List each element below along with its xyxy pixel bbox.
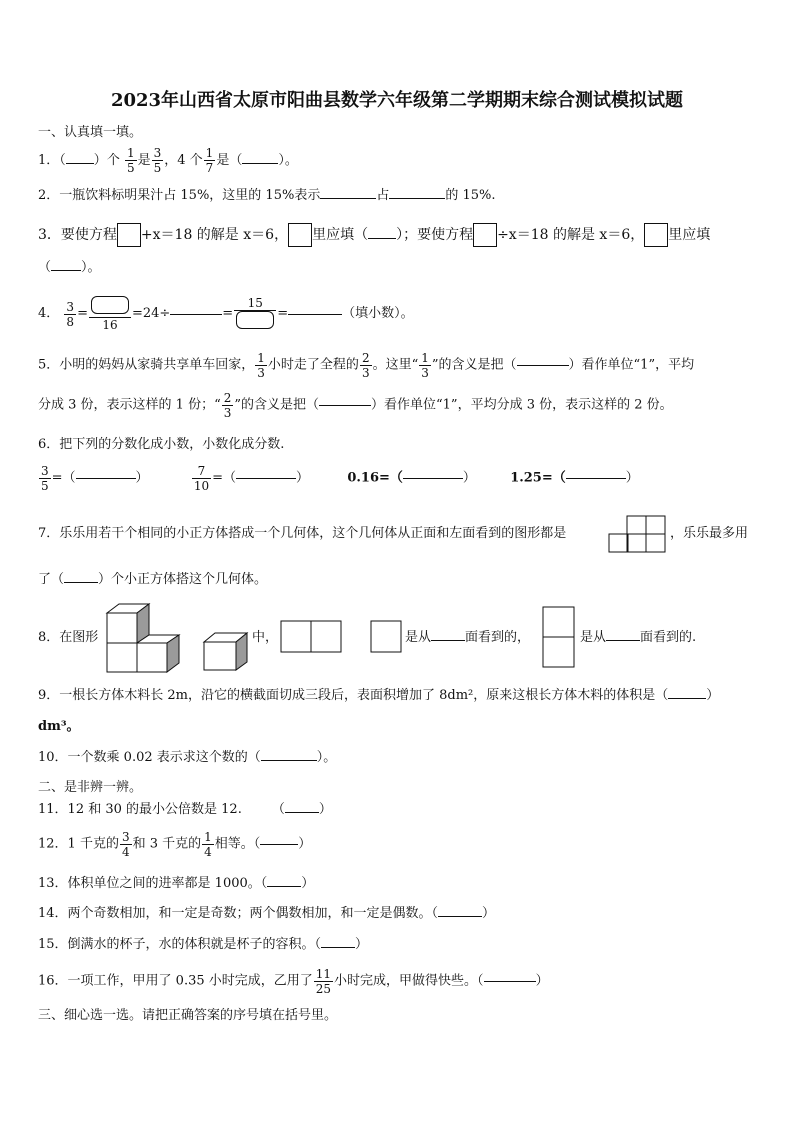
q8-text: 面看到的， (465, 630, 531, 645)
answer-blank[interactable] (64, 582, 98, 583)
question-8-text (580, 630, 696, 646)
answer-blank[interactable] (368, 238, 396, 239)
answer-blank[interactable] (242, 163, 278, 164)
question-9 (38, 688, 719, 704)
fraction-with-blank: 15 (234, 296, 276, 332)
question-1 (38, 146, 298, 175)
answer-blank[interactable] (438, 916, 482, 917)
answer-blank[interactable] (403, 478, 463, 479)
question-3-line-2 (38, 260, 101, 276)
q7-text: ）个小正方体搭这个几何体。 (98, 572, 268, 587)
q14-text: 14．两个奇数相加，和一定是奇数；两个偶数相加，和一定是偶数。（ (38, 906, 439, 921)
view-grid-figure (608, 515, 666, 553)
question-15 (38, 937, 368, 953)
q5-text: 。这里“ (372, 357, 419, 373)
q3-text: （ (38, 260, 52, 275)
q15-text: 15．倒满水的杯子，水的体积就是杯子的容积。（ (38, 937, 322, 952)
q6-text: ） (625, 470, 639, 486)
fraction: $\frac{1}{3}$ (257, 351, 265, 380)
q6-text: 0.16=（ (347, 470, 403, 486)
paren-blank[interactable] (236, 311, 274, 329)
answer-blank[interactable] (566, 478, 626, 479)
q11-text: 11．12 和 30 的最小公倍数是 12. (38, 802, 242, 817)
one-square-view (370, 620, 402, 654)
answer-blank[interactable] (321, 947, 355, 948)
answer-blank[interactable] (484, 981, 536, 982)
answer-blank[interactable] (319, 405, 371, 406)
q1-text: ）。 (278, 153, 298, 168)
q5-text: 小时走了全程的 (267, 357, 359, 373)
fraction: $\frac{3}{5}$ (41, 464, 49, 493)
answer-blank[interactable] (606, 640, 640, 641)
q13-text: 13．体积单位之间的进率都是 1000。（ (38, 876, 268, 891)
q15-text: ） (355, 937, 369, 952)
section-heading-1: 一、认真填一填。 (38, 125, 143, 140)
q14-text: ） (482, 906, 496, 921)
q2-text: 2．一瓶饮料标明果汁占 15%，这里的 15%表示 (38, 188, 321, 203)
question-8-text: 中， (252, 630, 279, 645)
q1-text: ） (93, 153, 107, 168)
question-6: 6．把下列的分数化成小数，小数化成分数. (38, 437, 285, 452)
q4-text: = (222, 306, 234, 321)
q5-text: ”的含义是把（ (234, 397, 320, 413)
fraction-with-blank: 16 (89, 296, 131, 332)
q6-text: =（ (212, 470, 237, 486)
q2-text: 占 (376, 188, 390, 203)
answer-blank[interactable] (66, 163, 94, 164)
fraction: $\frac{1}{4}$ (204, 830, 212, 859)
q10-text: ）。 (316, 750, 337, 765)
q10-text: 10．一个数乘 0.02 表示求这个数的（ (38, 750, 261, 765)
q5-text: ”的含义是把（ (431, 357, 517, 373)
q16-text: 16．一项工作，甲用了 0.35 小时完成，乙用了 (38, 973, 313, 989)
q1-text: （ (59, 153, 66, 168)
q5-text: 5．小明的妈妈从家骑共享单车回家， (38, 357, 255, 373)
q3-text: +x＝18 的解是 x＝6， (140, 227, 289, 243)
q1-text: 是（ (216, 153, 243, 168)
question-16 (38, 967, 549, 996)
two-square-view (280, 620, 342, 654)
q9-text: ） (706, 688, 720, 703)
answer-blank[interactable] (236, 478, 296, 479)
fraction: $\frac{1}{5}$ (126, 146, 135, 175)
section-heading-2: 二、是非辨一辨。 (38, 780, 143, 795)
question-2 (38, 188, 496, 204)
q3-text: 里应填 (668, 227, 711, 243)
paren-blank[interactable] (91, 296, 129, 314)
answer-blank[interactable] (389, 198, 445, 199)
answer-blank[interactable] (517, 365, 569, 366)
answer-blank[interactable] (431, 640, 465, 641)
q8-text: 是从 (580, 630, 607, 645)
answer-blank[interactable] (76, 478, 136, 479)
question-7-line-2 (38, 572, 267, 588)
question-11 (38, 802, 332, 818)
q3-text: 3．要使方程 (38, 227, 117, 243)
q12-text: 和 3 千克的 (132, 836, 202, 852)
answer-blank[interactable] (267, 886, 301, 887)
q16-text: 小时完成，甲做得快些。（ (334, 973, 484, 989)
q1-number: 1． (38, 153, 60, 168)
blank-square[interactable] (473, 223, 497, 247)
q5-text: ）看作单位“1”，平均 (568, 357, 695, 373)
question-3 (38, 223, 710, 247)
answer-blank[interactable] (261, 760, 317, 761)
q12-text: 12．1 千克的 (38, 836, 119, 852)
q1-text: 个 (106, 153, 120, 168)
q7-text: 了（ (38, 572, 65, 587)
q8-text: 面看到的. (640, 630, 697, 645)
question-4 (38, 296, 414, 332)
question-5-line-2 (38, 391, 673, 420)
q4-text: = (277, 306, 289, 321)
q16-text: ） (535, 973, 549, 989)
fraction: $\frac{11}{25}$ (315, 967, 332, 996)
q4-text: （填小数）。 (342, 306, 414, 321)
question-10 (38, 750, 336, 766)
q4-number: 4． (38, 306, 60, 321)
answer-blank[interactable] (170, 314, 222, 315)
q5-text: 分成 3 份，表示这样的 1 份；“ (38, 397, 221, 413)
q12-text: 相等。（ (214, 836, 261, 852)
question-14 (38, 906, 495, 922)
section-heading-3: 三、细心选一选。请把正确答案的序号填在括号里。 (38, 1008, 338, 1023)
answer-blank[interactable] (668, 698, 706, 699)
q3-text: 里应填（ (312, 227, 369, 243)
question-7: 7．乐乐用若干个相同的小正方体搭成一个几何体，这个几何体从正面和左面看到的图形都是 (38, 526, 567, 541)
q11-text: ） (318, 802, 332, 817)
answer-blank[interactable] (320, 198, 376, 199)
q5-text: ）看作单位“1”，平均分成 3 份，表示这样的 2 份。 (371, 397, 673, 413)
q1-text: ，4 个 (164, 153, 203, 168)
single-cube-figure (203, 632, 249, 672)
answer-blank[interactable] (288, 314, 342, 315)
q4-text: = (77, 306, 88, 321)
q11-text: （ (271, 802, 285, 817)
fraction: $\frac{3}{5}$ (153, 146, 162, 175)
q3-text: ÷x＝18 的解是 x＝6， (497, 227, 645, 243)
q6-text: ） (462, 470, 476, 486)
page-title: 2023年山西省太原市阳曲县数学六年级第二学期期末综合测试模拟试题 (110, 90, 684, 111)
q2-text: 的 15%. (445, 188, 496, 203)
q6-text: =（ (51, 470, 76, 486)
fraction: $\frac{2}{3}$ (223, 391, 232, 420)
fraction: $\frac{3}{4}$ (121, 830, 130, 859)
answer-blank[interactable] (260, 844, 298, 845)
question-8-text (405, 630, 530, 646)
q4-text: =24÷ (131, 306, 171, 321)
q1-text: 是 (137, 153, 151, 168)
answer-blank[interactable] (285, 812, 319, 813)
blank-square[interactable] (288, 223, 312, 247)
fraction: $\frac{1}{7}$ (205, 146, 214, 175)
q12-text: ） (298, 836, 312, 852)
q8-text: 是从 (405, 630, 432, 645)
blank-square[interactable] (117, 223, 141, 247)
q9-text: 9．一根长方体木料长 2m，沿它的横截面切成三段后，表面积增加了 8dm²，原来这根长方体木料的体积是（ (38, 688, 669, 703)
question-9-line-2: dm³。 (38, 719, 80, 734)
fraction: $\frac{7}{10}$ (193, 464, 210, 493)
fraction: $\frac{3}{8}$ (66, 299, 75, 329)
cube-stack-figure (103, 603, 183, 673)
q3-text: ）。 (81, 260, 101, 275)
question-6-items (38, 464, 639, 493)
q6-text: ） (296, 470, 310, 486)
q13-text: ） (301, 876, 315, 891)
question-5 (38, 351, 694, 380)
blank-square[interactable] (644, 223, 668, 247)
stacked-square-view (542, 606, 576, 668)
answer-blank[interactable] (51, 270, 81, 271)
q3-text: ）；要使方程 (396, 227, 474, 243)
q6-text: 1.25=（ (510, 470, 566, 486)
question-7-text: ，乐乐最多用 (670, 526, 749, 541)
fraction: $\frac{1}{3}$ (421, 351, 429, 380)
fraction: $\frac{2}{3}$ (361, 351, 370, 380)
q6-text: ） (135, 470, 149, 486)
question-12 (38, 830, 311, 859)
question-8: 8．在图形 (38, 630, 99, 645)
question-13 (38, 876, 314, 892)
